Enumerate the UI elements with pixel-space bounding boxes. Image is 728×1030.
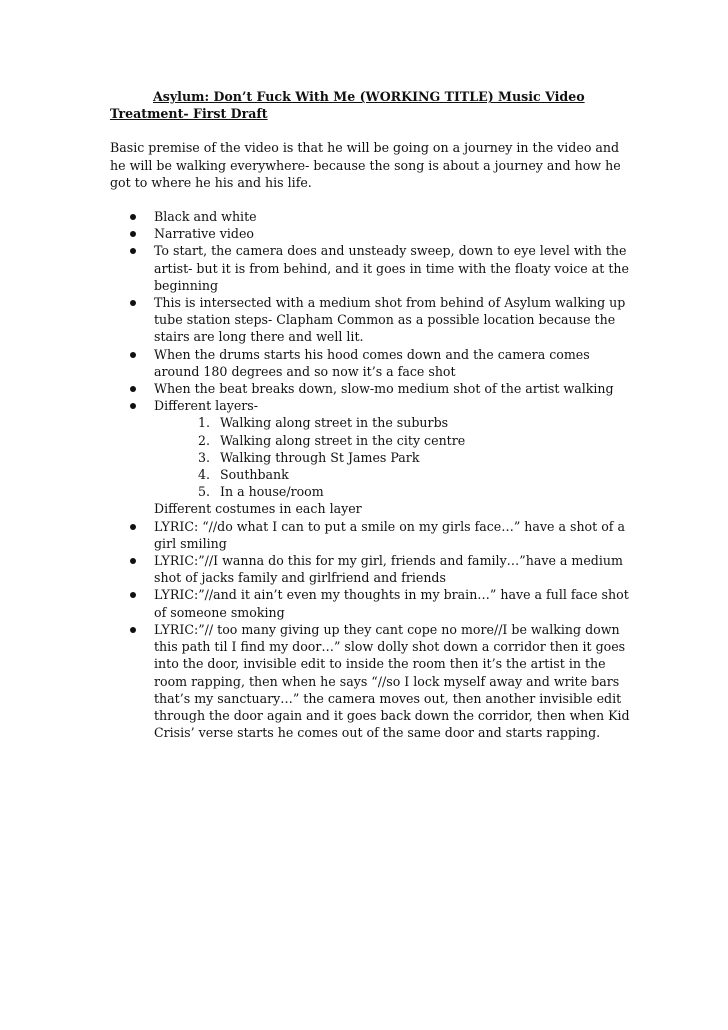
bullet-icon [130, 558, 136, 564]
bullet-icon [130, 352, 136, 358]
layer-number: 5. [198, 484, 211, 500]
bullet-icon [130, 386, 136, 392]
premise-paragraph: Basic premise of the video is that he will be going on a journey in the video and he will be walking everywhere- because the song is about a journey and how he got to where he his and his life. [110, 140, 621, 190]
lyric-bullet-item [110, 552, 630, 586]
bullet-icon [130, 627, 136, 633]
bullet-icon [130, 214, 136, 220]
bullet-text: When the drums starts his hood comes down and the camera comes around 180 degrees and so now it’s a face shot [154, 346, 590, 379]
layer-item [110, 432, 630, 449]
layer-text: Walking along street in the city centre [220, 432, 466, 448]
bullet-icon [130, 231, 136, 237]
layer-item [110, 449, 630, 466]
layer-item [110, 414, 630, 431]
layers-list [110, 414, 630, 500]
bullet-item [110, 242, 630, 294]
bullet-text: To start, the camera does and unsteady sweep, down to eye level with the artist- but it is from behind, and it goes in time with the floaty voice at the beginning [154, 243, 629, 293]
layer-number: 1. [198, 415, 211, 431]
bullet-icon [130, 592, 136, 598]
lyric-bullet-item [110, 621, 630, 741]
bullet-item [110, 397, 630, 414]
layer-number: 4. [198, 467, 211, 483]
costumes-note: Different costumes in each layer [154, 501, 362, 517]
bullet-icon [130, 248, 136, 254]
bullet-item [110, 346, 630, 380]
lyric-bullet-text: LYRIC:”// too many giving up they cant cope no more//I be walking down this path til I find my door…” slow dolly shot down a corridor then it goes into the door, invisible edit to inside the room then it’s the artist in the room rapping, then when he says “//so I lock myself away and write bars that’s my sanctuary…” the camera moves out, then another invisible edit through the door again and it goes back down the corridor, then when Kid Crisis’ verse starts he comes out of the same door and starts rapping. [154, 621, 630, 741]
bullet-text: Narrative video [154, 226, 254, 242]
bullet-item [110, 294, 630, 346]
title-line-2: Treatment- First Draft [110, 106, 268, 122]
lyric-bullet-text: LYRIC:”//and it ain’t even my thoughts in my brain…” have a full face shot of someone smoking [154, 587, 629, 620]
bullet-icon [130, 300, 136, 306]
lyric-bullet-item [110, 518, 630, 552]
layer-text: Walking through St James Park [220, 449, 420, 465]
bullet-icon [130, 403, 136, 409]
title-line-1: Asylum: Don’t Fuck With Me (WORKING TITLE) Music Video [153, 89, 585, 104]
layer-text: In a house/room [220, 484, 324, 500]
layer-number: 3. [198, 449, 211, 465]
bullet-text: When the beat breaks down, slow-mo medium shot of the artist walking [154, 381, 614, 397]
lyric-bullet-list [110, 518, 630, 742]
bullet-text: Different layers- [154, 398, 259, 414]
document-body [110, 88, 630, 741]
layer-item [110, 466, 630, 483]
layer-text: Walking along street in the suburbs [220, 415, 449, 431]
document-title [110, 88, 630, 122]
layer-item [110, 483, 630, 500]
lyric-bullet-text: LYRIC:”//I wanna do this for my girl, friends and family…”have a medium shot of jacks family and girlfriend and friends [154, 553, 623, 586]
lyric-bullet-text: LYRIC: “//do what I can to put a smile on my girls face…” have a shot of a girl smiling [154, 518, 625, 551]
bullet-item [110, 380, 630, 397]
lyric-bullet-item [110, 586, 630, 620]
bullet-item [110, 225, 630, 242]
bullet-text: This is intersected with a medium shot from behind of Asylum walking up tube station steps- Clapham Common as a possible location because the stairs are long there and well lit. [154, 295, 626, 345]
bullet-text: Black and white [154, 209, 257, 225]
bullet-item [110, 208, 630, 225]
layer-text: Southbank [220, 467, 289, 483]
layer-number: 2. [198, 432, 211, 448]
bullet-icon [130, 524, 136, 530]
bullet-list [110, 208, 630, 414]
